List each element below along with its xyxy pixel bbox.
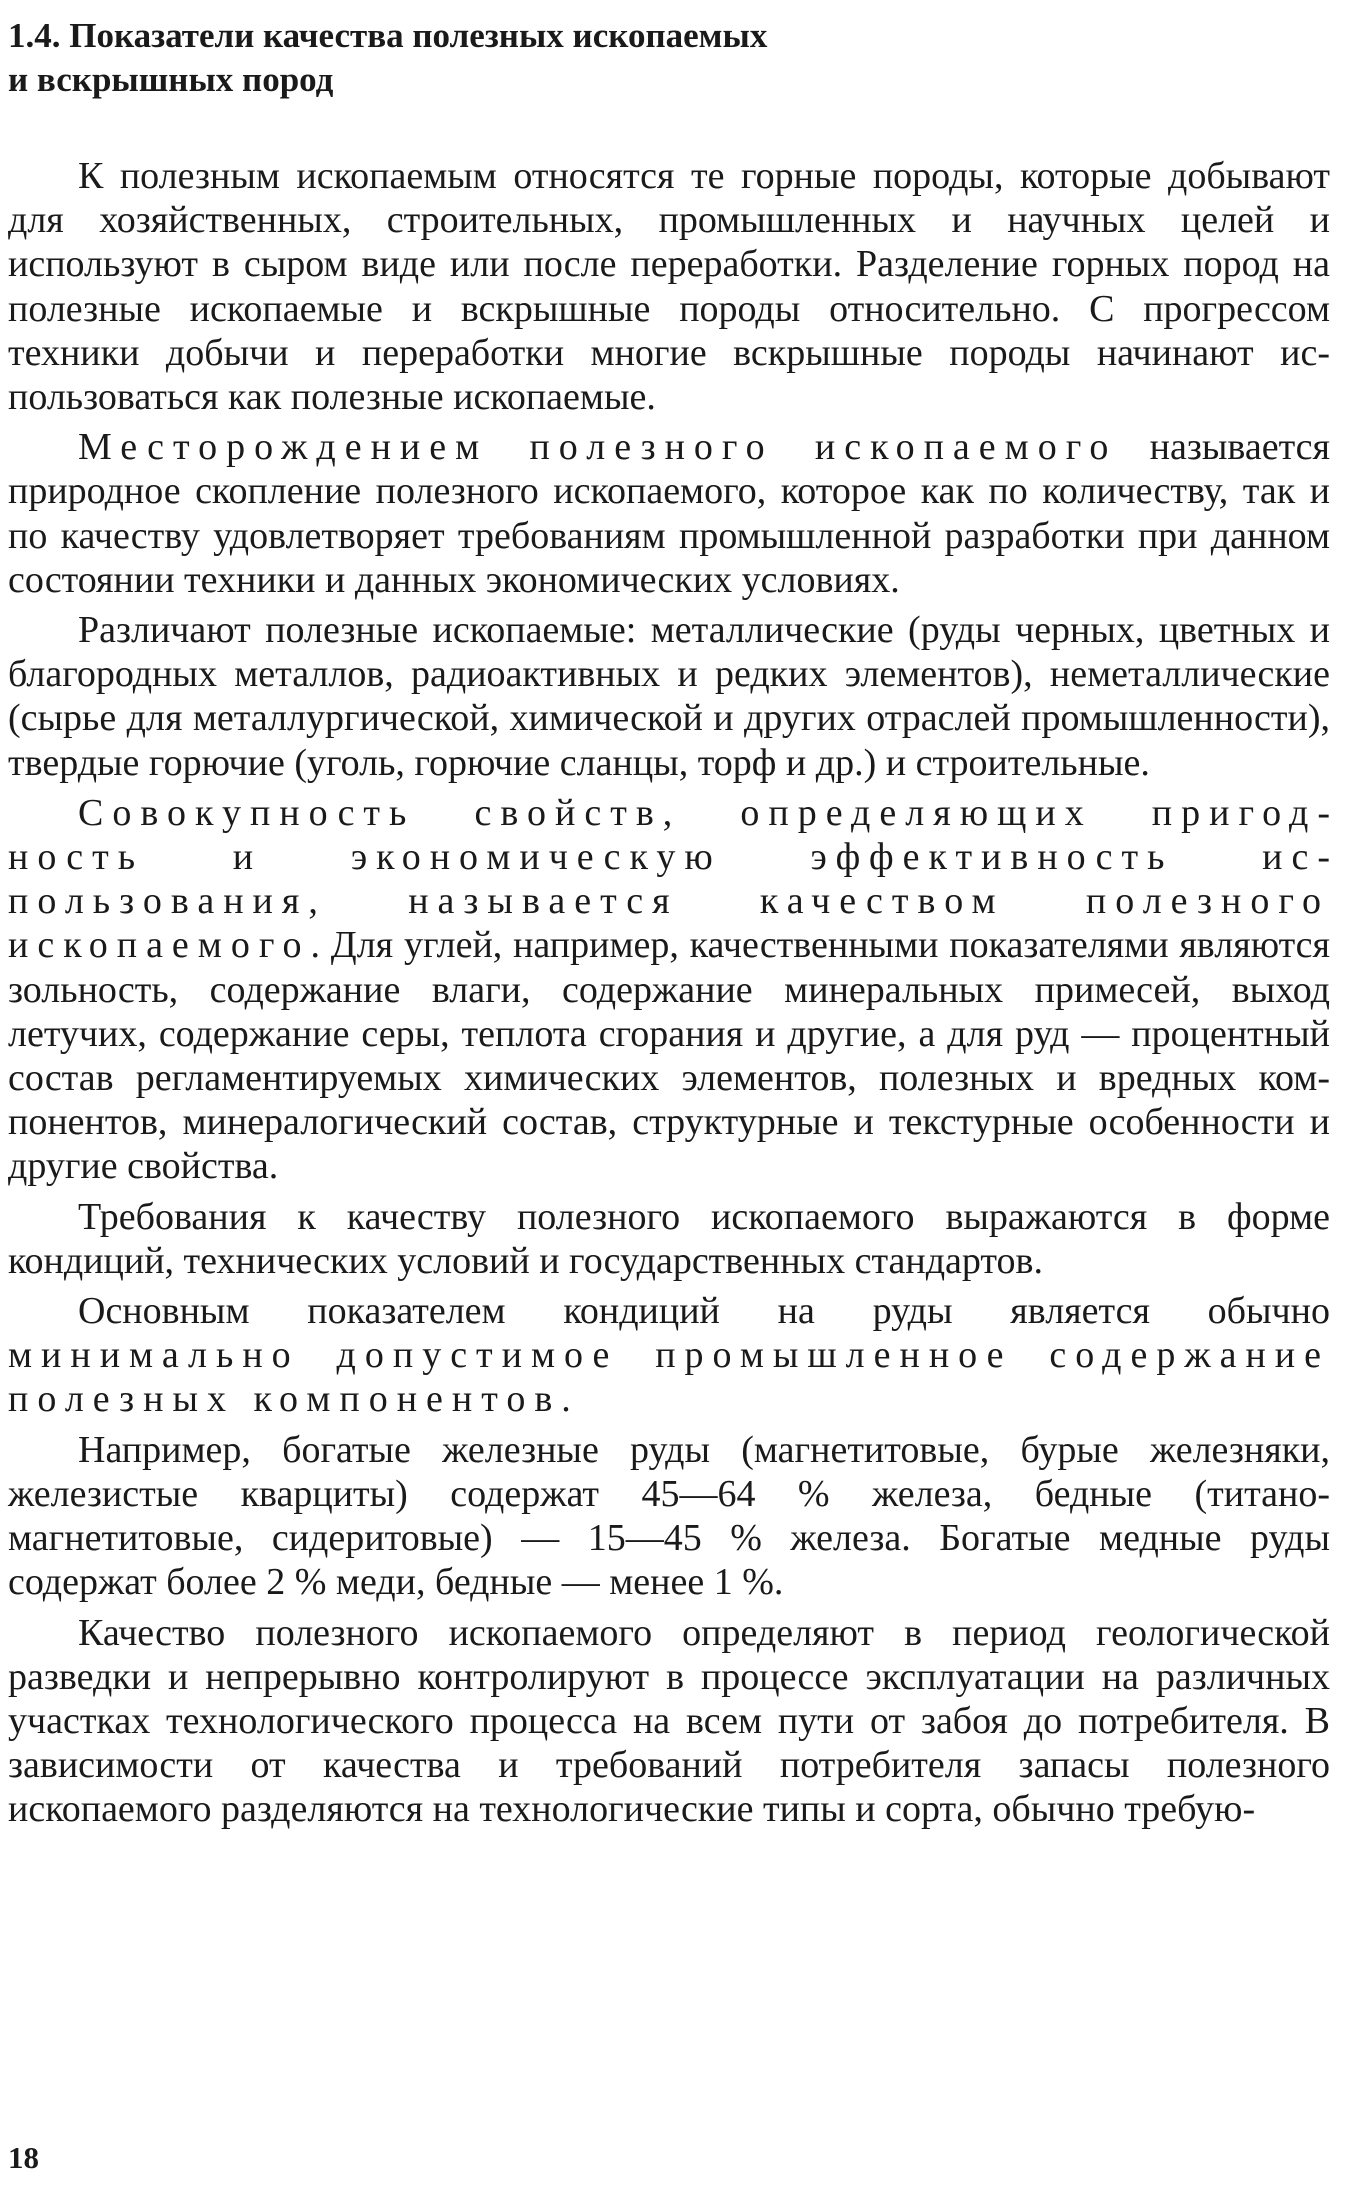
paragraph-quality-control: Качество полезного ископаемого определяют в период геологической разведки и непрерывно контролируют в процессе эксплуатации на различных участках технологического процесса на всем пути от забоя до потребителя. В зависимости от качества и требований потребителя запасы полезного ископаемого разделяются на технологические типы и сорта, обычно требую- — [8, 1611, 1330, 1831]
book-page — [8, 14, 1330, 1838]
paragraph-conditions-end: . — [561, 1378, 571, 1421]
section-heading — [8, 14, 1330, 102]
paragraph-ore-examples: Например, богатые железные руды (магнетитовые, бурые железняки, железистые кварциты) содержат 45—64 % железа, бедные (титано-магнетитовые, сидеритовые) — 15—45 % железа. Богатые медные руды содержат более 2 % меди, бедные — менее 1 %. — [8, 1428, 1330, 1604]
term-deposit: Месторождением полезного ископаемого — [78, 426, 1118, 469]
paragraph-definition-minerals: К полезным ископаемым относятся те горные породы, которые добывают для хозяйственных, строительных, промышленных и научных целей и используют в сыром виде или после переработки. Разделение горных пород на полезные ископаемые и вскрышные породы относительно. С прогрессом техники добычи и переработки многие вскрышные породы начинают использоваться как полезные ископаемые. — [8, 155, 1330, 419]
paragraph-deposit-text: называется природное скопление полезного ископаемого, которое как по количеству, так и по качеству удовлетворяет требованиям промышленной разработки при данном состоянии техники и данных экономических условиях. — [8, 426, 1330, 601]
term-min-content: минимально допустимое промышленное содержание полезных компонентов — [8, 1334, 1330, 1421]
page-number: 18 — [8, 2140, 39, 2175]
term-quality: Совокупность свойств, определяющих пригодность и экономическую эффективность использования, называется качеством полезного ископаемого — [8, 791, 1330, 967]
paragraph-requirements: Требования к качеству полезного ископаемого выражаются в форме кондиций, технических условий и государственных стандартов. — [8, 1195, 1330, 1282]
body-text — [8, 154, 1330, 1832]
paragraph-quality — [8, 791, 1330, 1189]
paragraph-deposit — [8, 425, 1330, 602]
paragraph-quality-text: . Для углей, например, качественными показателями являются зольность, содержание влаги, содержание минеральных примесей, выход летучих, содержание серы, теплота сгорания и другие, а для руд — процентный состав регламентируемых химических элементов, полезных и вредных компонентов, минералогический состав, структурные и текстурные особенности и другие свойства. — [8, 924, 1330, 1188]
paragraph-conditions — [8, 1289, 1330, 1422]
paragraph-conditions-start: Основным показателем кондиций на руды является обычно — [78, 1290, 1330, 1333]
heading-line-2: и вскрышных пород — [8, 60, 334, 99]
paragraph-mineral-types: Различают полезные ископаемые: металлические (руды черных, цветных и благородных металлов, радиоактивных и редких элементов), неметаллические (сырье для металлургической, химической и других отраслей промышленности), твердые горючие (уголь, горючие сланцы, торф и др.) и строительные. — [8, 609, 1330, 784]
heading-line-1: 1.4. Показатели качества полезных ископаемых — [8, 16, 768, 55]
